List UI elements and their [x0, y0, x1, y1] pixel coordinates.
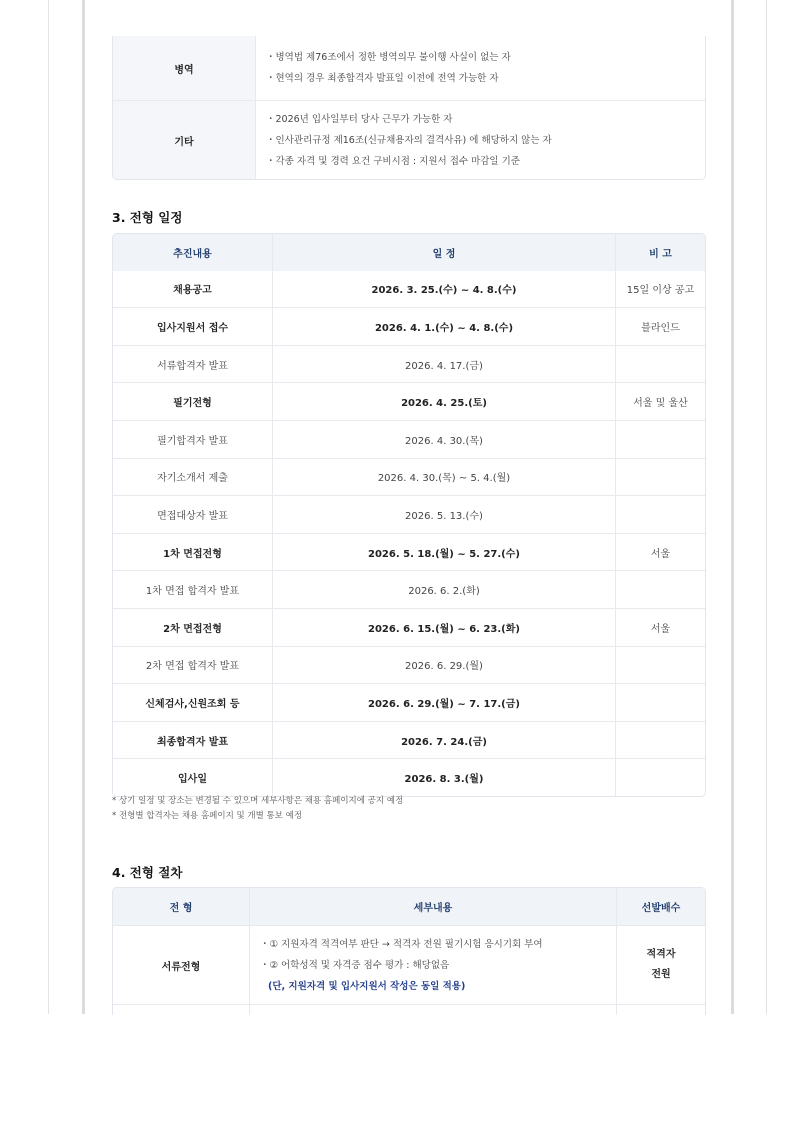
requirement-line: ・병역법 제76조에서 정한 병역의무 불이행 사실이 없는 자 — [266, 52, 511, 63]
schedule-item: 채용공고 — [173, 285, 212, 297]
schedule-note: 서울 — [615, 534, 705, 571]
schedule-item: 면접대상자 발표 — [157, 510, 228, 522]
qualification-row-military — [113, 36, 705, 100]
schedule-item: 최종합격자 발표 — [156, 736, 229, 748]
schedule-date: 2026. 4. 1.(수) ~ 4. 8.(수) — [272, 308, 615, 345]
schedule-date: 2026. 5. 13.(수) — [272, 496, 615, 533]
header-cell: 전 형 — [113, 888, 249, 925]
schedule-date: 2026. 6. 29.(월) ~ 7. 17.(금) — [272, 684, 615, 721]
schedule-item: 2차 면접 합격자 발표 — [145, 661, 240, 673]
selection-ratio: 적격자 — [646, 949, 676, 960]
schedule-item: 자기소개서 제출 — [157, 473, 228, 485]
detail-emphasis: (단, 지원자격 및 입사지원서 작성은 동일 적용) — [268, 980, 466, 992]
schedule-row — [113, 721, 705, 759]
requirement-line: ・2026년 입사일부터 당사 근무가 가능한 자 — [266, 113, 453, 125]
schedule-note: * 상기 일정 및 장소는 변경될 수 있으며 세부사항은 채용 홈페이지에 공지 예정 — [112, 796, 404, 806]
schedule-header-row — [113, 234, 705, 271]
schedule-date: 2026. 6. 29.(월) — [272, 647, 615, 684]
schedule-item: 2차 면접전형 — [163, 623, 222, 635]
detail-line: ・① 지원자격 적격여부 판단 → 적격자 전원 필기시험 응시기회 부여 — [260, 938, 543, 950]
schedule-item: 필기전형 — [173, 398, 212, 410]
schedule-row — [113, 608, 705, 646]
schedule-note — [615, 496, 705, 533]
row-label: 기타 — [113, 101, 255, 179]
schedule-date: 2026. 6. 2.(화) — [272, 571, 615, 608]
schedule-item: 필기합격자 발표 — [157, 435, 228, 447]
header-cell: 추진내용 — [113, 234, 272, 271]
schedule-body — [113, 271, 705, 796]
schedule-table — [112, 233, 706, 797]
row-label: 병역 — [113, 36, 255, 100]
schedule-note: 15일 이상 공고 — [615, 271, 705, 308]
section-title-process: 4. 전형 절차 — [112, 865, 183, 880]
schedule-note: 서울 — [615, 609, 705, 646]
process-row-next — [113, 1004, 705, 1015]
schedule-note — [615, 722, 705, 759]
detail-line: ・② 어학성적 및 자격증 점수 평가 : 해당없음 — [260, 959, 450, 971]
schedule-note — [615, 759, 705, 796]
header-cell: 비 고 — [615, 234, 705, 271]
schedule-date: 2026. 4. 30.(목) ~ 5. 4.(월) — [272, 459, 615, 496]
schedule-note: 블라인드 — [615, 308, 705, 345]
schedule-note: 서울 및 울산 — [615, 383, 705, 420]
schedule-date: 2026. 6. 15.(월) ~ 6. 23.(화) — [272, 609, 615, 646]
schedule-item: 입사일 — [178, 774, 207, 786]
process-row-document — [113, 925, 705, 1004]
schedule-note — [615, 459, 705, 496]
schedule-note: * 전형별 합격자는 채용 홈페이지 및 개별 통보 예정 — [112, 811, 303, 821]
schedule-row — [113, 683, 705, 721]
section-title-schedule: 3. 전형 일정 — [112, 210, 183, 225]
qualification-row-other — [113, 100, 705, 179]
schedule-note — [615, 571, 705, 608]
qualification-table — [112, 36, 706, 180]
requirement-line: ・인사관리규정 제16조(신규채용자의 결격사유) 에 해당하지 않는 자 — [266, 134, 552, 146]
schedule-note — [615, 346, 705, 383]
requirement-line: ・각종 자격 및 경력 요건 구비시점 : 지원서 접수 마감일 기준 — [266, 155, 520, 167]
schedule-row — [113, 382, 705, 420]
page-border-right — [766, 0, 767, 1014]
schedule-note — [615, 647, 705, 684]
schedule-row — [113, 533, 705, 571]
schedule-row — [113, 758, 705, 796]
schedule-row — [113, 345, 705, 383]
schedule-item: 신체검사,신원조회 등 — [145, 698, 240, 710]
schedule-note — [615, 421, 705, 458]
schedule-row — [113, 307, 705, 345]
header-cell: 일 정 — [272, 234, 615, 271]
process-header-row — [113, 888, 705, 925]
schedule-date: 2026. 5. 18.(월) ~ 5. 27.(수) — [272, 534, 615, 571]
header-cell: 선발배수 — [616, 888, 705, 925]
schedule-date: 2026. 3. 25.(수) ~ 4. 8.(수) — [272, 271, 615, 308]
schedule-item: 1차 면접 합격자 발표 — [145, 586, 240, 598]
schedule-row — [113, 495, 705, 533]
schedule-date: 2026. 8. 3.(월) — [272, 759, 615, 796]
schedule-row — [113, 458, 705, 496]
requirement-line: ・현역의 경우 최종합격자 발표일 이전에 전역 가능한 자 — [266, 73, 499, 84]
schedule-note — [615, 684, 705, 721]
stage-name: 서류전형 — [161, 961, 201, 973]
schedule-date: 2026. 4. 17.(금) — [272, 346, 615, 383]
schedule-item: 입사지원서 접수 — [156, 322, 229, 334]
content-border-right — [731, 0, 734, 1014]
schedule-date: 2026. 7. 24.(금) — [272, 722, 615, 759]
schedule-row — [113, 646, 705, 684]
schedule-row — [113, 420, 705, 458]
schedule-date: 2026. 4. 25.(토) — [272, 383, 615, 420]
schedule-row — [113, 570, 705, 608]
schedule-item: 1차 면접전형 — [163, 548, 222, 560]
content-border-left — [82, 0, 85, 1014]
process-table — [112, 887, 706, 1015]
schedule-row — [113, 271, 705, 308]
schedule-date: 2026. 4. 30.(목) — [272, 421, 615, 458]
header-cell: 세부내용 — [249, 888, 616, 925]
selection-ratio: 전원 — [651, 969, 671, 980]
page-border-left — [48, 0, 49, 1014]
schedule-item: 서류합격자 발표 — [157, 360, 228, 372]
